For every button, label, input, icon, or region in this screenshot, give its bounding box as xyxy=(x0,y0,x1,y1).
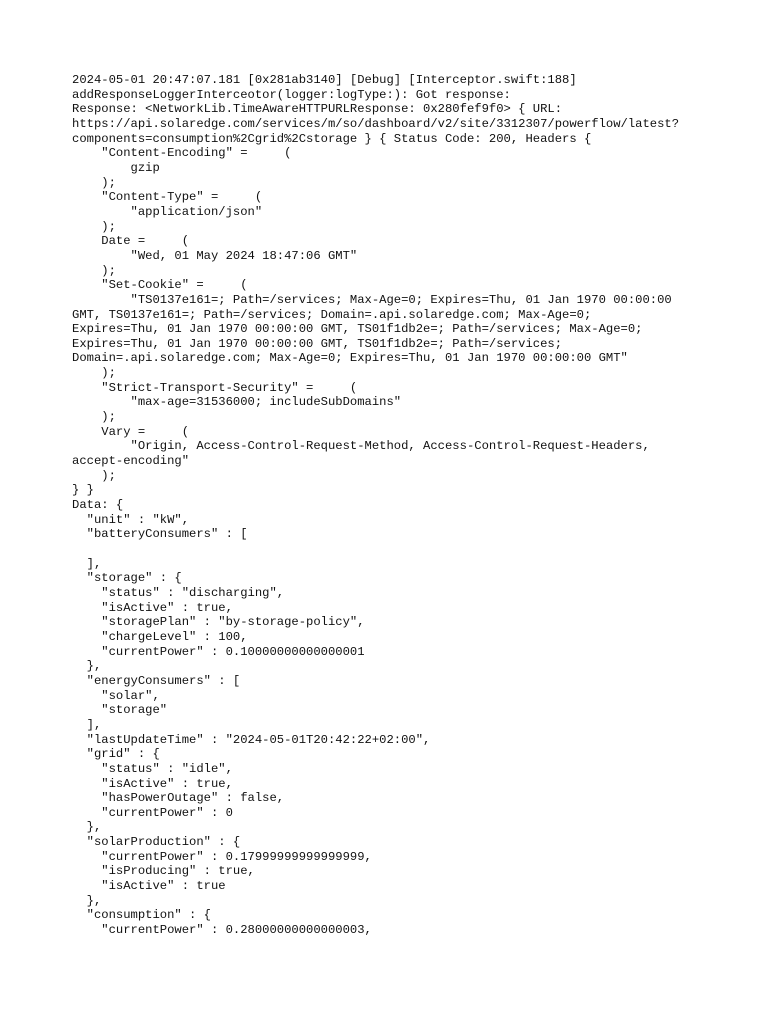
log-line: "hasPowerOutage" : false, xyxy=(72,791,285,806)
log-line: "Content-Encoding" = ( xyxy=(72,146,292,161)
log-line: https://api.solaredge.com/services/m/so/dashboard/v2/site/3312307/powerflow/latest? xyxy=(72,116,680,131)
log-line: "storagePlan" : "by-storage-policy", xyxy=(72,615,365,630)
log-line: ); xyxy=(72,263,116,278)
log-line: "TS0137e161=; Path=/services; Max-Age=0; Expires=Thu, 01 Jan 1970 00:00:00 xyxy=(72,292,672,307)
log-line: "currentPower" : 0 xyxy=(72,805,233,820)
log-line: "storage" xyxy=(72,703,168,718)
log-line: components=consumption%2Cgrid%2Cstorage } { Status Code: 200, Headers { xyxy=(72,131,592,146)
log-line: "max-age=31536000; includeSubDomains" xyxy=(72,395,402,410)
log-line: "chargeLevel" : 100, xyxy=(72,629,248,644)
log-line: "Set-Cookie" = ( xyxy=(72,278,248,293)
log-line: gzip xyxy=(72,160,160,175)
log-line: "lastUpdateTime" : "2024-05-01T20:42:22+02:00", xyxy=(72,732,431,747)
log-line: 2024-05-01 20:47:07.181 [0x281ab3140] [Debug] [Interceptor.swift:188] xyxy=(72,73,577,87)
log-line: Expires=Thu, 01 Jan 1970 00:00:00 GMT, TS01f1db2e=; Path=/services; Max-Age=0; xyxy=(72,322,643,337)
log-line: "Origin, Access-Control-Request-Method, Access-Control-Request-Headers, xyxy=(72,439,650,454)
log-line: "Strict-Transport-Security" = ( xyxy=(72,380,358,395)
log-line: "status" : "idle", xyxy=(72,761,233,776)
log-line: "unit" : "kW", xyxy=(72,512,190,527)
log-line: Domain=.api.solaredge.com; Max-Age=0; Expires=Thu, 01 Jan 1970 00:00:00 GMT" xyxy=(72,351,628,366)
log-line: ], xyxy=(72,717,102,732)
log-line: "solarProduction" : { xyxy=(72,835,241,850)
log-document xyxy=(72,73,722,938)
log-line: }, xyxy=(72,820,102,835)
log-line: ); xyxy=(72,468,116,483)
log-line: "solar", xyxy=(72,688,160,703)
log-line: } } xyxy=(72,483,94,498)
log-line xyxy=(72,542,722,557)
log-line: ); xyxy=(72,366,116,381)
log-line: "Content-Type" = ( xyxy=(72,190,263,205)
log-line: "energyConsumers" : [ xyxy=(72,673,241,688)
log-line: "batteryConsumers" : [ xyxy=(72,527,248,542)
log-line: GMT, TS0137e161=; Path=/services; Domain=.api.solaredge.com; Max-Age=0; xyxy=(72,307,592,322)
log-line: addResponseLoggerInterceotor(logger:logType:): Got response: xyxy=(72,87,511,102)
log-line: "currentPower" : 0.10000000000000001 xyxy=(72,644,365,659)
log-line: Response: <NetworkLib.TimeAwareHTTPURLResponse: 0x280fef9f0> { URL: xyxy=(72,102,563,117)
log-line: Expires=Thu, 01 Jan 1970 00:00:00 GMT, TS01f1db2e=; Path=/services; xyxy=(72,336,563,351)
log-line: Data: { xyxy=(72,498,124,513)
log-line: Vary = ( xyxy=(72,424,190,439)
log-line: ); xyxy=(72,410,116,425)
log-line: "currentPower" : 0.28000000000000003, xyxy=(72,923,372,938)
log-line: accept-encoding" xyxy=(72,454,190,469)
log-line: "Wed, 01 May 2024 18:47:06 GMT" xyxy=(72,248,358,263)
log-line: }, xyxy=(72,659,102,674)
log-line: "currentPower" : 0.17999999999999999, xyxy=(72,849,372,864)
log-line: "storage" : { xyxy=(72,571,182,586)
log-line: "isActive" : true, xyxy=(72,600,233,615)
log-line: "application/json" xyxy=(72,204,263,219)
log-line: }, xyxy=(72,893,102,908)
log-line: ); xyxy=(72,175,116,190)
log-line: "grid" : { xyxy=(72,747,160,762)
log-line: "status" : "discharging", xyxy=(72,585,285,600)
log-line: "isActive" : true xyxy=(72,879,226,894)
log-line: "isProducing" : true, xyxy=(72,864,255,879)
log-line: "consumption" : { xyxy=(72,908,211,923)
log-line: Date = ( xyxy=(72,234,190,249)
log-line: ); xyxy=(72,219,116,234)
log-line: "isActive" : true, xyxy=(72,776,233,791)
log-line: ], xyxy=(72,556,102,571)
